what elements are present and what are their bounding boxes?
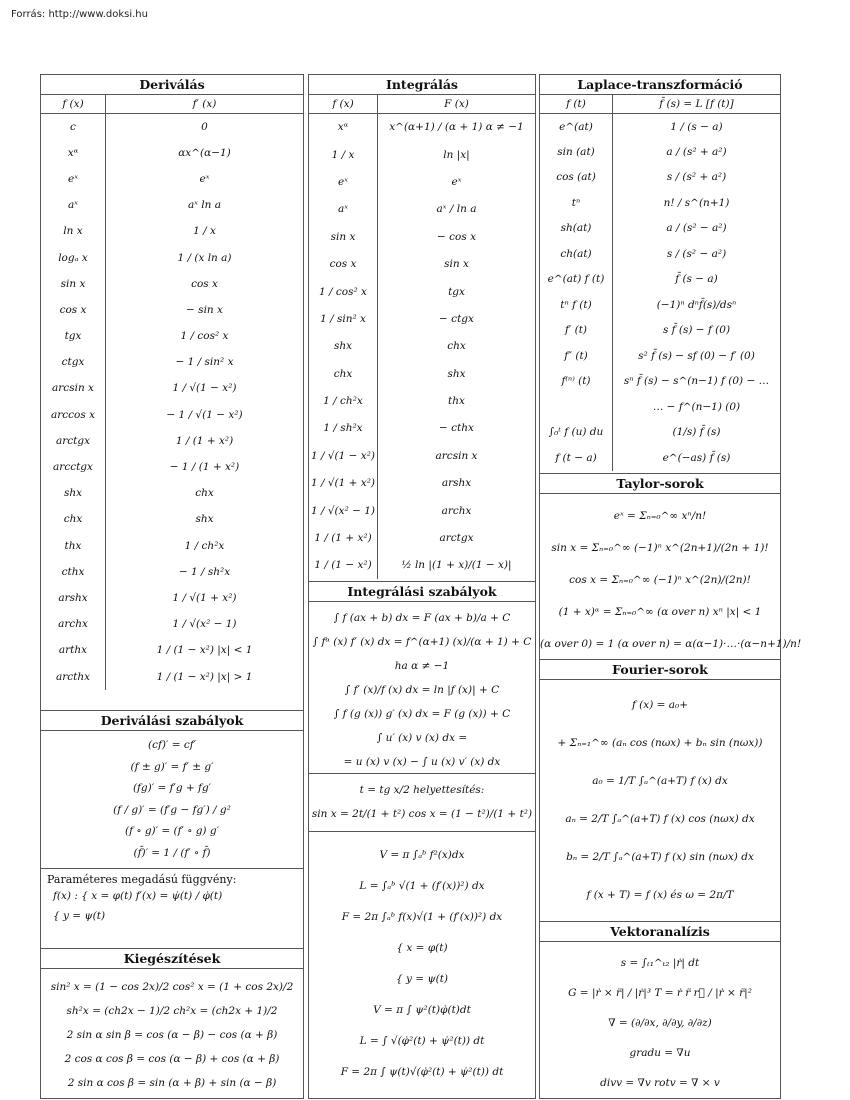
formula-line: sin² x = (1 − cos 2x)/2 cos² x = (1 + cos 2x)/2: [50, 981, 294, 993]
table-row: [540, 190, 780, 216]
formula-line: L = ∫ₐᵇ √(1 + (f′(x))²) dx: [359, 880, 485, 892]
result-cell: αx^(α−1): [178, 146, 231, 159]
result-cell: − 1 / sh²x: [178, 565, 231, 578]
section-terfogat-ivhossz: [309, 831, 535, 1098]
result-cell: 1 / √(1 + x²): [172, 591, 237, 604]
result-cell: arshx: [441, 477, 472, 490]
function-cell: aˣ: [309, 196, 378, 223]
table-row: [41, 192, 303, 218]
result-cell: aˣ / ln a: [436, 203, 477, 216]
result-cell: tgx: [448, 285, 465, 298]
formula-line: F = 2π ∫ₐᵇ f(x)√(1 + (f′(x))²) dx: [341, 911, 503, 923]
section-title: Fourier-sorok: [540, 660, 780, 680]
table-row: [540, 292, 780, 318]
function-cell: archx: [41, 611, 106, 637]
result-cell: … − f^(n−1) (0): [652, 400, 741, 413]
formula-line: 2 sin α sin β = cos (α − β) − cos (α + β): [66, 1029, 278, 1041]
table-row: [540, 394, 780, 420]
section-fourier: [540, 659, 780, 921]
table-row: [41, 297, 303, 323]
function-cell: chx: [309, 360, 378, 387]
formula-line: = u (x) v (x) − ∫ u (x) v′ (x) dx: [343, 756, 501, 768]
result-cell: (1/s) f̄ (s): [672, 426, 721, 439]
table-row: [540, 369, 780, 395]
table-row: [309, 442, 535, 469]
table-row: [309, 305, 535, 332]
formula-line: gradu = ∇u: [629, 1047, 691, 1059]
result-cell: 1 / (x ln a): [177, 251, 232, 264]
table-row: [41, 637, 303, 663]
result-cell: n! / s^(n+1): [663, 196, 730, 209]
section-helyettesites: [309, 773, 535, 831]
function-cell: 1 / ch²x: [309, 387, 378, 414]
result-cell: s² f̄ (s) − sf (0) − f′ (0): [638, 349, 755, 362]
table-row: [309, 333, 535, 360]
formula-line: ∫ u′ (x) v (x) dx =: [376, 732, 468, 744]
function-cell: cos x: [41, 297, 106, 323]
formula-line: (α over 0) = 1 (α over n) = α(α−1)·…·(α−n+1)/n!: [540, 638, 802, 650]
table-row: [41, 506, 303, 532]
function-cell: sin x: [41, 271, 106, 297]
formula-line: + Σₙ₌₁^∞ (aₙ cos (nωx) + bₙ sin (nωx)): [557, 737, 763, 749]
result-cell: − 1 / (1 + x²): [169, 461, 240, 474]
result-cell: 1 / (s − a): [670, 120, 723, 133]
section-integralas: [309, 75, 535, 581]
table-row: [41, 218, 303, 244]
function-cell: xᵅ: [41, 140, 106, 166]
table-row: [309, 497, 535, 524]
function-cell: 1 / x: [309, 141, 378, 168]
function-cell: 1 / sin² x: [309, 305, 378, 332]
function-cell: f (t − a): [540, 445, 613, 471]
table-head-f: f (x): [41, 95, 106, 114]
result-cell: ln |x|: [443, 148, 470, 161]
table-row: [41, 533, 303, 559]
table-row: [41, 480, 303, 506]
formula-line: divv = ∇v rotv = ∇ × v: [600, 1077, 720, 1089]
table-row: [41, 611, 303, 637]
formula-line: ∫ f (ax + b) dx = F (ax + b)/a + C: [333, 612, 511, 624]
table-row: [540, 216, 780, 242]
function-cell: ∫₀ᵗ f (u) du: [540, 420, 613, 446]
table-row: [41, 323, 303, 349]
table-row: [41, 559, 303, 585]
section-title: Deriválás: [41, 75, 303, 95]
formula-line: (cf)′ = cf′: [148, 739, 196, 751]
derivative-table: [41, 95, 303, 690]
function-cell: arctgx: [41, 428, 106, 454]
formula-line: aₙ = 2/T ∫ₐ^(a+T) f (x) cos (nωx) dx: [565, 813, 755, 825]
column-derivative: [40, 74, 304, 1099]
function-cell: arccos x: [41, 402, 106, 428]
table-head-f: f (t): [540, 95, 613, 114]
function-cell: arcctgx: [41, 454, 106, 480]
function-cell: 1 / √(1 − x²): [309, 442, 378, 469]
table-row: [41, 140, 303, 166]
section-title: Taylor-sorok: [540, 474, 780, 494]
formula-line: sin x = 2t/(1 + t²) cos x = (1 − t²)/(1 + t²): [311, 808, 533, 820]
laplace-table: [540, 95, 780, 471]
formula-line: (fg)′ = f′g + fg′: [132, 782, 212, 794]
formula-line: V = π ∫ ψ²(t)φ̇(t)dt: [373, 1004, 471, 1016]
formula-line: 2 sin α cos β = sin (α + β) + sin (α − β): [67, 1077, 277, 1089]
table-row: [309, 387, 535, 414]
formula-line: sin x = Σₙ₌₀^∞ (−1)ⁿ x^(2n+1)/(2n + 1)!: [551, 542, 769, 554]
function-cell: cos (at): [540, 165, 613, 191]
result-cell: sⁿ f̄ (s) − s^(n−1) f (0) − …: [623, 375, 770, 388]
section-title: Integrálási szabályok: [309, 582, 535, 602]
formula-line: (f̄)′ = 1 / (f′ ∘ f̄): [133, 846, 211, 859]
table-row: [309, 524, 535, 551]
table-row: [309, 141, 535, 168]
section-taylor: [540, 473, 802, 659]
function-cell: tⁿ f (t): [540, 292, 613, 318]
function-cell: e^(at) f (t): [540, 267, 613, 293]
function-cell: 1 / (1 − x²): [309, 552, 378, 579]
formula-line: f (x + T) = f (x) és ω = 2π/T: [586, 889, 734, 901]
param-title: Paraméteres megadású függvény:: [47, 873, 237, 886]
function-cell: eˣ: [41, 166, 106, 192]
formula-line: L = ∫ √(φ̇²(t) + ψ̇²(t)) dt: [359, 1035, 485, 1047]
formula-line: V = π ∫ₐᵇ f²(x)dx: [379, 849, 465, 861]
result-cell: 1 / cos² x: [180, 330, 229, 343]
function-cell: f″ (t): [540, 343, 613, 369]
function-cell: [540, 394, 613, 420]
result-cell: 1 / √(1 − x²): [172, 382, 237, 395]
function-cell: tⁿ: [540, 190, 613, 216]
function-cell: ctgx: [41, 349, 106, 375]
result-cell: − 1 / sin² x: [175, 356, 234, 369]
table-row: [309, 360, 535, 387]
table-row: [309, 114, 535, 141]
result-cell: 0: [201, 120, 208, 133]
section-kiegeszitesek: [41, 948, 303, 1098]
result-cell: 1 / (1 − x²) |x| > 1: [156, 670, 253, 683]
table-row: [540, 445, 780, 471]
function-cell: sin (at): [540, 139, 613, 165]
table-row: [41, 375, 303, 401]
result-cell: s / (s² + a²): [666, 171, 727, 184]
result-cell: 1 / x: [193, 225, 216, 238]
section-derivalasi-szabalyok: [41, 710, 303, 948]
result-cell: − 1 / √(1 − x²): [166, 408, 243, 421]
function-cell: c: [41, 114, 106, 140]
table-row: [41, 663, 303, 689]
result-cell: f̄ (s − a): [675, 273, 718, 286]
function-cell: sin x: [309, 223, 378, 250]
result-cell: chx: [195, 487, 214, 500]
table-row: [540, 343, 780, 369]
section-title: Deriválási szabályok: [41, 711, 303, 731]
source-label: Forrás: http://www.doksi.hu: [11, 9, 148, 20]
table-row: [309, 415, 535, 442]
result-cell: chx: [447, 340, 466, 353]
table-head-transform: f̄ (s) = L [f (t)]: [613, 95, 781, 114]
formula-line: (f ∘ g)′ = (f′ ∘ g) g′: [125, 825, 219, 837]
formula-line: (f / g)′ = (f′g − fg′) / g²: [113, 803, 231, 816]
function-cell: ch(at): [540, 241, 613, 267]
table-row: [540, 241, 780, 267]
formula-line: bₙ = 2/T ∫ₐ^(a+T) f (x) sin (nωx) dx: [566, 851, 754, 863]
table-row: [41, 166, 303, 192]
table-row: [309, 168, 535, 195]
result-cell: a / (s² + a²): [666, 145, 727, 158]
function-cell: 1 / (1 + x²): [309, 524, 378, 551]
result-cell: arctgx: [439, 532, 474, 545]
table-row: [540, 114, 780, 140]
result-cell: a / (s² − a²): [666, 222, 727, 235]
result-cell: x^(α+1) / (α + 1) α ≠ −1: [389, 121, 524, 134]
function-cell: f′ (t): [540, 318, 613, 344]
function-cell: cos x: [309, 250, 378, 277]
formula-line: sh²x = (ch2x − 1)/2 ch²x = (ch2x + 1)/2: [66, 1005, 278, 1017]
table-head-fprime: f′ (x): [106, 95, 304, 114]
table-row: [41, 585, 303, 611]
section-integralasi-szabalyok: [309, 581, 535, 773]
section-title: Vektoranalízis: [540, 922, 780, 942]
result-cell: − cos x: [437, 230, 476, 243]
function-cell: ln x: [41, 218, 106, 244]
function-cell: 1 / √(1 + x²): [309, 470, 378, 497]
result-cell: − ctgx: [439, 312, 474, 325]
result-cell: s f̄ (s) − f (0): [662, 324, 731, 337]
function-cell: arcthx: [41, 663, 106, 689]
formula-line: ∫ f (g (x)) g′ (x) dx = F (g (x)) + C: [333, 708, 511, 720]
function-cell: 1 / sh²x: [309, 415, 378, 442]
formula-line: 2 cos α cos β = cos (α − β) + cos (α + β): [64, 1053, 280, 1065]
formula-line: G = |ṙ × r̈| / |ṙ|³ T = ṙ r̈ r⃛ / |ṙ × r̈|²: [568, 987, 752, 999]
table-row: [41, 402, 303, 428]
result-cell: (−1)ⁿ dⁿf̄(s)/dsⁿ: [656, 298, 737, 311]
result-cell: shx: [195, 513, 214, 526]
formula-line: eˣ = Σₙ₌₀^∞ xⁿ/n!: [613, 510, 707, 522]
table-row: [41, 349, 303, 375]
table-head-f: f (x): [309, 95, 378, 114]
table-row: [41, 244, 303, 270]
result-cell: 1 / (1 − x²) |x| < 1: [156, 644, 253, 657]
function-cell: cthx: [41, 559, 106, 585]
result-cell: ½ ln |(1 + x)/(1 − x)|: [401, 559, 512, 572]
function-cell: eˣ: [309, 168, 378, 195]
function-cell: sh(at): [540, 216, 613, 242]
function-cell: tgx: [41, 323, 106, 349]
formula-line: ∫ f′ (x)/f (x) dx = ln |f (x)| + C: [344, 684, 500, 696]
section-title: Kiegészítések: [41, 949, 303, 969]
result-cell: archx: [441, 504, 472, 517]
table-head-F: F (x): [378, 95, 536, 114]
table-row: [309, 278, 535, 305]
function-cell: arthx: [41, 637, 106, 663]
function-cell: arcsin x: [41, 375, 106, 401]
table-row: [309, 196, 535, 223]
function-cell: thx: [41, 533, 106, 559]
function-cell: shx: [41, 480, 106, 506]
function-cell: e^(at): [540, 114, 613, 140]
formula-line: ∫ fᵅ (x) f′ (x) dx = f^(α+1) (x)/(α + 1) + C: [312, 636, 532, 648]
table-row: [540, 165, 780, 191]
result-cell: s / (s² − a²): [666, 247, 727, 260]
section-laplace: [540, 75, 780, 473]
column-laplace: [539, 74, 802, 1099]
section-title: Laplace-transzformáció: [540, 75, 780, 95]
table-row: [309, 223, 535, 250]
function-cell: 1 / √(x² − 1): [309, 497, 378, 524]
formula-line: { y = ψ(t): [395, 973, 449, 985]
table-row: [540, 267, 780, 293]
formula-line: ∇ = (∂/∂x, ∂/∂y, ∂/∂z): [608, 1017, 712, 1029]
section-derivalas: [41, 75, 303, 710]
section-title: Integrálás: [309, 75, 535, 95]
table-row: [41, 428, 303, 454]
formula-line: a₀ = 1/T ∫ₐ^(a+T) f (x) dx: [592, 775, 728, 787]
result-cell: arcsin x: [435, 449, 478, 462]
function-cell: xᵅ: [309, 114, 378, 141]
formula-line: F = 2π ∫ ψ(t)√(φ̇²(t) + ψ̇²(t)) dt: [340, 1066, 504, 1078]
result-cell: eˣ: [451, 175, 462, 188]
formula-line: f(x) : { x = φ(t) f′(x) = ψ̇(t) / φ̇(t): [53, 890, 223, 902]
result-cell: thx: [448, 395, 465, 408]
formula-line: f (x) = a₀+: [631, 699, 689, 711]
result-cell: eˣ: [199, 172, 210, 185]
result-cell: sin x: [444, 258, 469, 271]
result-cell: 1 / ch²x: [184, 539, 225, 552]
result-cell: 1 / (1 + x²): [175, 434, 234, 447]
section-vektoranalizis: [540, 921, 780, 1098]
function-cell: chx: [41, 506, 106, 532]
table-row: [540, 420, 780, 446]
column-integral: [308, 74, 536, 1099]
formula-line: t = tg x/2 helyettesítés:: [359, 784, 485, 796]
table-row: [540, 139, 780, 165]
table-row: [309, 250, 535, 277]
function-cell: logₐ x: [41, 244, 106, 270]
function-cell: aˣ: [41, 192, 106, 218]
table-row: [540, 318, 780, 344]
function-cell: f⁽ⁿ⁾ (t): [540, 369, 613, 395]
table-row: [41, 114, 303, 140]
function-cell: shx: [309, 333, 378, 360]
result-cell: aˣ ln a: [187, 199, 222, 212]
table-row: [309, 552, 535, 579]
result-cell: e^(−as) f̄ (s): [662, 451, 731, 464]
table-row: [41, 454, 303, 480]
result-cell: 1 / √(x² − 1): [172, 618, 237, 631]
integral-table: [309, 95, 535, 579]
formula-line: { y = ψ(t): [53, 910, 106, 922]
table-row: [309, 470, 535, 497]
formula-line: { x = φ(t): [396, 942, 448, 954]
result-cell: − cthx: [439, 422, 474, 435]
formula-line: (f ± g)′ = f′ ± g′: [130, 760, 214, 773]
function-cell: arshx: [41, 585, 106, 611]
formula-line: (1 + x)ᵅ = Σₙ₌₀^∞ (α over n) xⁿ |x| < 1: [558, 606, 762, 618]
result-cell: shx: [447, 367, 466, 380]
table-row: [41, 271, 303, 297]
formula-line: cos x = Σₙ₌₀^∞ (−1)ⁿ x^(2n)/(2n)!: [569, 574, 751, 586]
result-cell: cos x: [191, 277, 218, 290]
result-cell: − sin x: [186, 303, 223, 316]
function-cell: 1 / cos² x: [309, 278, 378, 305]
formula-line: ha α ≠ −1: [394, 660, 450, 672]
formula-line: s = ∫ₜ₁^ₜ₂ |ṙ| dt: [620, 957, 700, 969]
